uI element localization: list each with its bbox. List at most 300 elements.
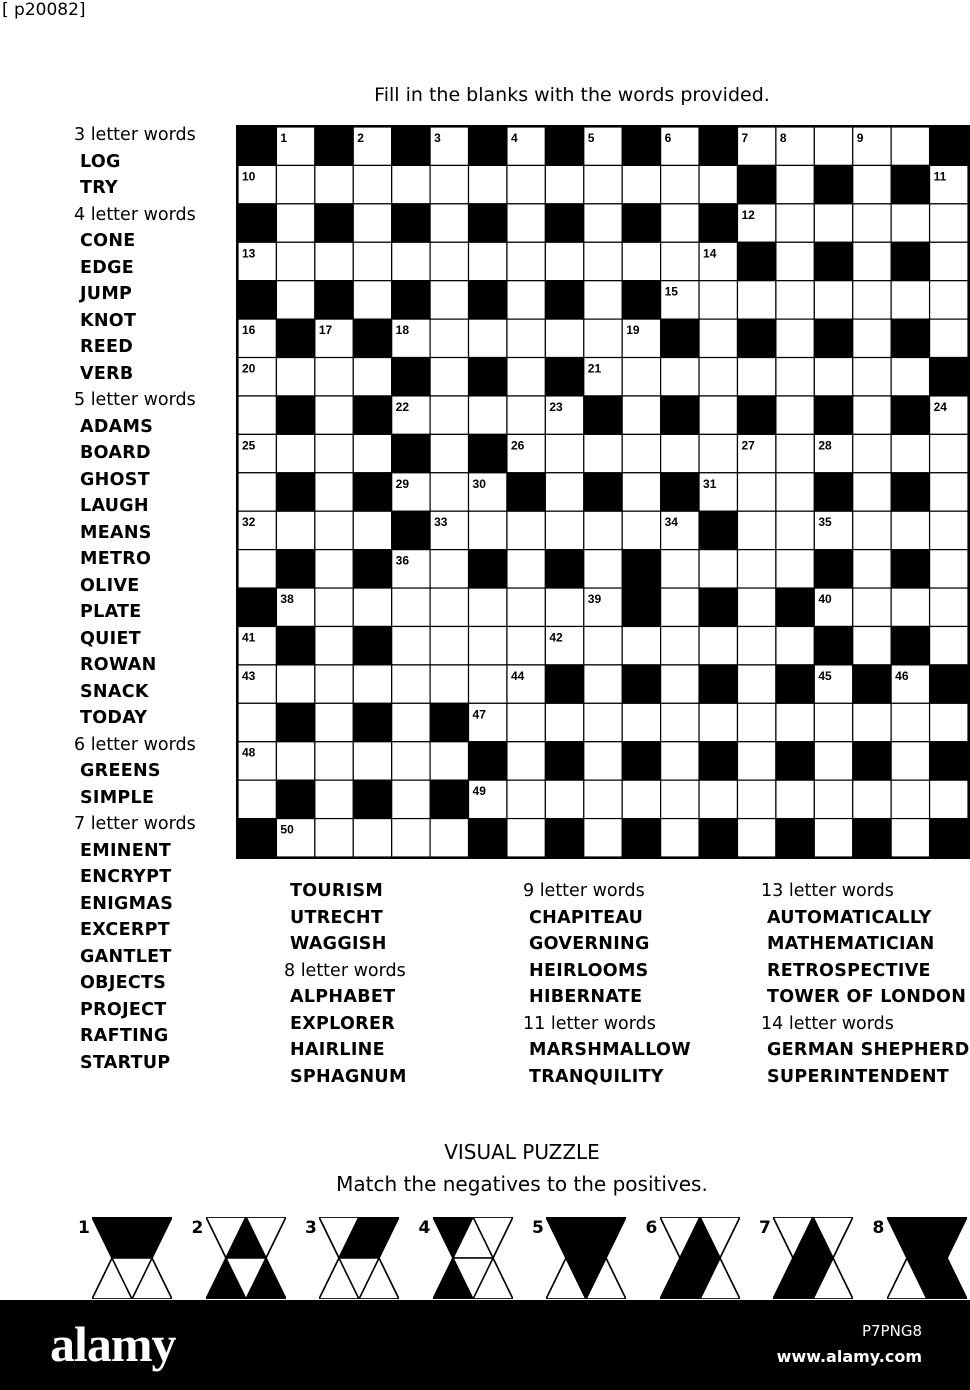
grid-cell[interactable] [853,434,891,472]
grid-cell[interactable] [392,242,430,280]
grid-cell[interactable] [661,165,699,203]
grid-cell[interactable] [507,358,545,396]
grid-cell[interactable] [776,473,814,511]
grid-cell[interactable] [430,396,468,434]
grid-cell[interactable] [276,358,314,396]
grid-cell[interactable] [661,626,699,664]
word-list-item: OLIVE [80,575,140,596]
grid-cell[interactable] [930,780,968,818]
grid-clue-number: 17 [318,323,333,338]
word-list-item: SIMPLE [80,787,155,808]
grid-cell[interactable] [430,281,468,319]
visual-puzzle-figure[interactable] [660,1217,740,1299]
grid-cell[interactable] [392,819,430,857]
grid-cell[interactable] [930,319,968,357]
grid-cell[interactable] [584,204,622,242]
grid-cell[interactable] [853,396,891,434]
grid-cell[interactable] [392,165,430,203]
grid-cell[interactable] [814,127,852,165]
grid-cell[interactable] [584,665,622,703]
word-list-item: SUPERINTENDENT [767,1066,950,1087]
grid-cell[interactable] [430,742,468,780]
grid-cell[interactable] [814,703,852,741]
grid-cell[interactable] [276,165,314,203]
grid-cell[interactable] [737,742,775,780]
grid-cell[interactable] [315,626,353,664]
grid-cell[interactable] [392,742,430,780]
grid-cell[interactable] [545,242,583,280]
grid-cell[interactable] [853,703,891,741]
grid-cell[interactable] [469,665,507,703]
grid-cell[interactable] [353,742,391,780]
grid-cell[interactable] [276,242,314,280]
grid-cell[interactable] [853,588,891,626]
grid-cell[interactable] [238,396,276,434]
grid-cell[interactable] [507,165,545,203]
grid-cell[interactable] [584,319,622,357]
grid-cell[interactable] [853,511,891,549]
grid-cell[interactable] [853,473,891,511]
grid-cell-black [661,319,699,357]
grid-clue-number: 21 [587,361,602,376]
grid-clue-number: 37 [626,553,640,568]
grid-clue-number: 2 [357,131,364,145]
grid-cell[interactable] [545,319,583,357]
grid-cell[interactable] [545,588,583,626]
grid-cell[interactable] [315,242,353,280]
grid-cell[interactable] [891,434,929,472]
grid-cell[interactable] [507,626,545,664]
grid-cell[interactable] [276,204,314,242]
visual-puzzle-subtitle: Match the negatives to the positives. [336,1172,708,1196]
grid-cell[interactable] [776,511,814,549]
grid-cell[interactable] [315,703,353,741]
grid-cell[interactable] [661,780,699,818]
grid-cell[interactable] [661,588,699,626]
grid-cell[interactable] [661,703,699,741]
grid-cell[interactable] [699,165,737,203]
grid-cell[interactable] [545,511,583,549]
grid-cell[interactable] [622,434,660,472]
grid-cell[interactable] [622,473,660,511]
grid-cell[interactable] [622,165,660,203]
grid-cell[interactable] [507,319,545,357]
grid-cell-black [392,204,430,242]
site-url: www.alamy.com [776,1347,922,1366]
grid-cell[interactable] [776,550,814,588]
grid-cell-black [891,165,929,203]
grid-cell[interactable] [353,434,391,472]
grid-cell[interactable] [661,204,699,242]
grid-cell[interactable] [430,434,468,472]
word-list-item: METRO [80,549,152,569]
grid-cell[interactable] [430,473,468,511]
grid-cell-black [276,703,314,741]
grid-cell-black [699,819,737,857]
grid-clue-number: 30 [472,476,486,491]
grid-clue-number: 40 [818,592,832,607]
grid-cell[interactable] [584,511,622,549]
grid-cell[interactable] [776,780,814,818]
grid-cell[interactable] [622,780,660,818]
grid-cell[interactable] [814,358,852,396]
grid-cell[interactable] [930,511,968,549]
grid-cell[interactable] [315,742,353,780]
grid-cell-black [469,550,507,588]
word-list-item: EXCERPT [80,920,170,940]
word-list-item: LOG [80,151,121,172]
grid-cell[interactable] [930,242,968,280]
grid-cell-black [699,511,737,549]
grid-cell[interactable] [545,780,583,818]
grid-cell[interactable] [776,703,814,741]
grid-cell[interactable] [622,626,660,664]
visual-puzzle-figure[interactable] [546,1217,626,1299]
grid-cell[interactable] [507,550,545,588]
grid-cell[interactable] [699,780,737,818]
visual-puzzle-title: VISUAL PUZZLE [444,1140,600,1164]
grid-cell-black [545,204,583,242]
grid-cell[interactable] [238,780,276,818]
grid-cell-black [469,204,507,242]
grid-cell[interactable] [545,473,583,511]
grid-cell[interactable] [469,242,507,280]
grid-cell[interactable] [891,281,929,319]
grid-cell[interactable] [353,819,391,857]
grid-cell[interactable] [276,742,314,780]
grid-cell[interactable] [507,396,545,434]
grid-cell[interactable] [737,358,775,396]
grid-cell[interactable] [276,434,314,472]
visual-puzzle-figure[interactable] [319,1217,399,1299]
grid-cell[interactable] [622,396,660,434]
grid-cell[interactable] [853,550,891,588]
grid-cell-black [930,358,968,396]
image-id: P7PNG8 [861,1322,922,1340]
grid-cell[interactable] [776,281,814,319]
grid-cell[interactable] [584,434,622,472]
grid-cell[interactable] [430,358,468,396]
grid-cell[interactable] [891,742,929,780]
grid-cell[interactable] [930,588,968,626]
word-list-item: QUIET [80,628,141,649]
grid-cell[interactable] [699,396,737,434]
grid-cell[interactable] [276,281,314,319]
grid-clue-number: 4 [510,131,518,145]
grid-cell-black [814,396,852,434]
grid-cell[interactable] [853,242,891,280]
grid-cell[interactable] [584,165,622,203]
grid-cell-black [315,127,353,165]
word-group-heading: 4 letter words [74,204,196,225]
grid-cell[interactable] [353,165,391,203]
grid-cell[interactable] [315,588,353,626]
grid-cell[interactable] [737,626,775,664]
grid-cell[interactable] [238,473,276,511]
grid-cell[interactable] [737,703,775,741]
grid-cell-black [545,127,583,165]
grid-cell-black [930,742,968,780]
grid-clue-number: 13 [242,246,256,261]
grid-cell[interactable] [853,204,891,242]
grid-cell[interactable] [545,165,583,203]
grid-cell[interactable] [430,204,468,242]
grid-cell-black [737,165,775,203]
grid-cell[interactable] [661,358,699,396]
grid-clue-number: 3 [434,131,441,145]
grid-cell[interactable] [276,665,314,703]
grid-cell[interactable] [853,358,891,396]
grid-cell[interactable] [430,242,468,280]
grid-cell-black [545,550,583,588]
word-list-item: ENIGMAS [80,893,174,914]
grid-cell[interactable] [315,358,353,396]
grid-cell[interactable] [776,626,814,664]
grid-cell[interactable] [814,281,852,319]
grid-cell-black [699,742,737,780]
grid-cell[interactable] [430,626,468,664]
grid-cell[interactable] [430,550,468,588]
grid-cell[interactable] [930,281,968,319]
grid-cell-black [853,819,891,857]
grid-clue-number: 27 [741,438,755,453]
grid-cell[interactable] [507,204,545,242]
visual-puzzle-figure[interactable] [433,1217,513,1299]
grid-cell[interactable] [545,703,583,741]
grid-cell[interactable] [737,473,775,511]
grid-cell[interactable] [622,358,660,396]
grid-cell[interactable] [315,665,353,703]
grid-cell-black [469,358,507,396]
grid-cell[interactable] [353,242,391,280]
grid-cell[interactable] [469,319,507,357]
grid-cell[interactable] [430,165,468,203]
word-list-item: UTRECHT [290,907,384,928]
grid-cell-black [353,626,391,664]
grid-clue-number: 10 [242,169,256,184]
grid-cell[interactable] [584,626,622,664]
grid-cell-black [469,281,507,319]
grid-cell[interactable] [891,127,929,165]
grid-cell[interactable] [507,819,545,857]
grid-cell-black [699,127,737,165]
visual-puzzle-figure-number: 5 [532,1218,544,1238]
grid-cell[interactable] [469,588,507,626]
grid-cell[interactable] [622,242,660,280]
grid-cell-black [930,665,968,703]
grid-cell[interactable] [776,204,814,242]
instruction-text: Fill in the blanks with the words provided. [374,84,770,106]
grid-cell-black [776,665,814,703]
grid-cell[interactable] [737,819,775,857]
grid-cell[interactable] [853,165,891,203]
word-list-item: ALPHABET [290,987,396,1007]
grid-cell[interactable] [661,665,699,703]
grid-cell[interactable] [392,703,430,741]
grid-cell[interactable] [930,434,968,472]
grid-cell[interactable] [776,319,814,357]
grid-clue-number: 15 [664,284,678,299]
word-list-item: PLATE [80,602,142,622]
grid-cell[interactable] [661,434,699,472]
grid-cell[interactable] [430,819,468,857]
grid-cell[interactable] [507,780,545,818]
grid-cell[interactable] [699,626,737,664]
grid-cell[interactable] [930,550,968,588]
grid-cell[interactable] [315,819,353,857]
grid-cell[interactable] [353,511,391,549]
grid-cell[interactable] [776,242,814,280]
grid-cell[interactable] [276,511,314,549]
grid-cell[interactable] [930,204,968,242]
grid-cell-black [814,550,852,588]
grid-cell[interactable] [737,281,775,319]
grid-cell[interactable] [353,588,391,626]
grid-cell[interactable] [737,511,775,549]
grid-cell[interactable] [891,204,929,242]
grid-cell[interactable] [430,588,468,626]
grid-cell[interactable] [699,319,737,357]
visual-puzzle-figure[interactable] [92,1217,172,1299]
grid-cell[interactable] [891,780,929,818]
grid-cell-black [891,550,929,588]
word-list-item: SPHAGNUM [290,1066,407,1087]
grid-cell-black [507,473,545,511]
grid-cell[interactable] [622,703,660,741]
grid-cell[interactable] [315,473,353,511]
grid-cell[interactable] [737,780,775,818]
grid-cell[interactable] [814,742,852,780]
grid-cell[interactable] [891,511,929,549]
grid-cell[interactable] [814,819,852,857]
grid-cell[interactable] [584,780,622,818]
grid-cell-black [276,396,314,434]
grid-cell-black [622,204,660,242]
grid-cell[interactable] [776,165,814,203]
grid-cell[interactable] [661,819,699,857]
grid-cell[interactable] [699,434,737,472]
grid-cell[interactable] [507,703,545,741]
grid-cell[interactable] [853,319,891,357]
grid-cell[interactable] [315,511,353,549]
visual-puzzle-figure[interactable] [887,1217,967,1299]
grid-cell[interactable] [776,358,814,396]
grid-cell[interactable] [315,396,353,434]
grid-cell[interactable] [737,588,775,626]
grid-cell-black [930,819,968,857]
grid-cell[interactable] [430,665,468,703]
grid-cell-black [545,358,583,396]
grid-cell[interactable] [814,204,852,242]
grid-cell[interactable] [469,626,507,664]
grid-cell[interactable] [545,434,583,472]
grid-cell[interactable] [353,665,391,703]
grid-cell[interactable] [469,165,507,203]
grid-cell[interactable] [853,281,891,319]
word-list-item: AUTOMATICALLY [767,907,932,928]
grid-cell[interactable] [584,550,622,588]
grid-cell[interactable] [699,703,737,741]
grid-cell[interactable] [891,358,929,396]
grid-cell[interactable] [891,703,929,741]
grid-cell[interactable] [814,780,852,818]
grid-cell[interactable] [853,626,891,664]
grid-cell[interactable] [891,588,929,626]
grid-cell[interactable] [776,396,814,434]
grid-clue-number: 16 [242,323,256,338]
grid-cell[interactable] [699,358,737,396]
grid-cell[interactable] [737,665,775,703]
grid-cell[interactable] [584,819,622,857]
grid-cell-black [930,127,968,165]
grid-cell[interactable] [238,550,276,588]
grid-cell[interactable] [392,665,430,703]
grid-cell[interactable] [507,742,545,780]
grid-cell[interactable] [776,434,814,472]
grid-cell-black [622,665,660,703]
grid-cell[interactable] [661,242,699,280]
grid-cell-black [276,626,314,664]
grid-cell[interactable] [699,550,737,588]
grid-cell-black [353,473,391,511]
grid-cell[interactable] [737,550,775,588]
grid-cell[interactable] [315,434,353,472]
grid-cell[interactable] [584,281,622,319]
grid-cell-black [622,127,660,165]
grid-cell[interactable] [392,780,430,818]
grid-cell[interactable] [622,511,660,549]
grid-cell[interactable] [238,703,276,741]
grid-cell[interactable] [315,550,353,588]
visual-puzzle-figure[interactable] [206,1217,286,1299]
grid-cell[interactable] [584,703,622,741]
grid-cell-black [622,742,660,780]
grid-cell[interactable] [853,780,891,818]
grid-cell[interactable] [430,319,468,357]
grid-cell-black [891,242,929,280]
grid-cell[interactable] [930,703,968,741]
visual-puzzle-figure-number: 6 [645,1218,658,1238]
grid-cell[interactable] [507,242,545,280]
grid-cell[interactable] [584,242,622,280]
grid-cell[interactable] [392,626,430,664]
visual-puzzle-figure[interactable] [773,1217,853,1299]
grid-cell[interactable] [315,780,353,818]
grid-clue-number: 26 [510,438,525,453]
grid-cell-black [238,204,276,242]
grid-cell[interactable] [469,396,507,434]
grid-cell[interactable] [507,511,545,549]
grid-clue-number: 38 [280,592,294,607]
grid-cell[interactable] [584,742,622,780]
grid-cell[interactable] [930,626,968,664]
grid-cell[interactable] [353,204,391,242]
grid-cell[interactable] [469,511,507,549]
grid-cell[interactable] [661,742,699,780]
grid-cell[interactable] [661,550,699,588]
grid-cell[interactable] [392,588,430,626]
grid-cell[interactable] [699,281,737,319]
grid-cell[interactable] [315,165,353,203]
grid-cell-black [584,473,622,511]
grid-cell[interactable] [507,588,545,626]
grid-cell[interactable] [891,819,929,857]
grid-cell[interactable] [353,281,391,319]
grid-cell[interactable] [507,281,545,319]
grid-cell[interactable] [353,358,391,396]
grid-cell-black [276,319,314,357]
grid-cell[interactable] [930,473,968,511]
